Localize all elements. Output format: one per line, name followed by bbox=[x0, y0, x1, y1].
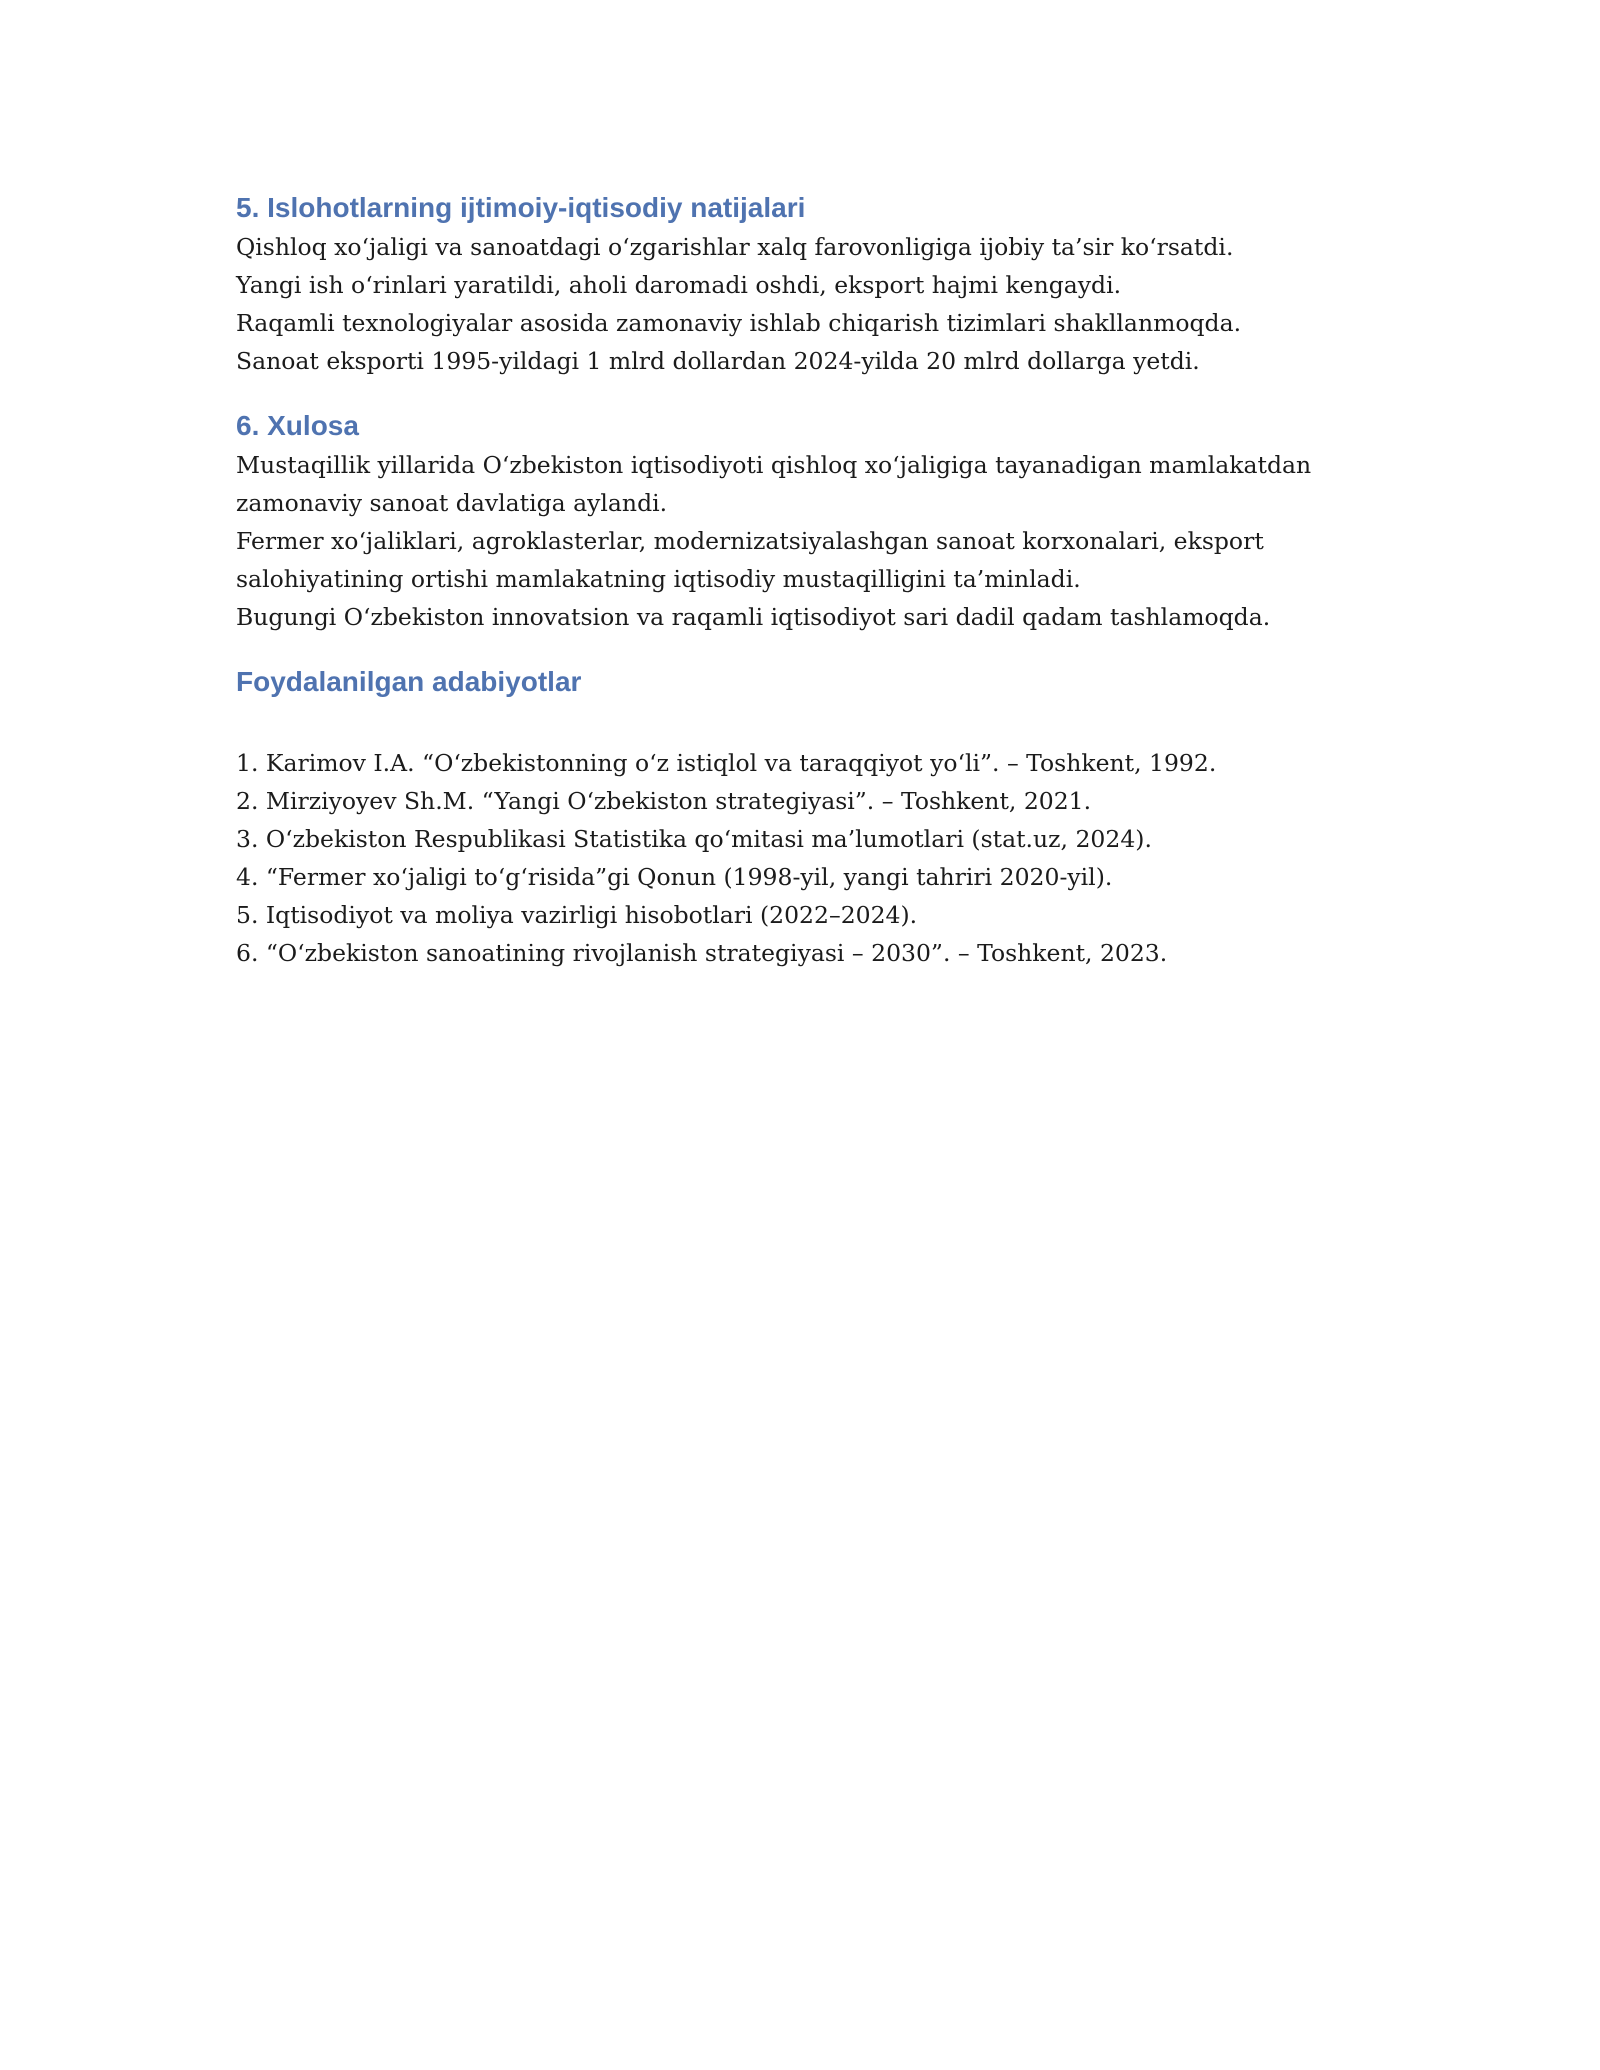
section-spacer bbox=[236, 380, 1366, 406]
references-list bbox=[236, 744, 1366, 972]
references-spacer bbox=[236, 702, 1366, 744]
section-5-heading: 5. Islohotlarning ijtimoiy-iqtisodiy natijalari bbox=[236, 192, 806, 223]
section-6-heading: 6. Xulosa bbox=[236, 410, 359, 441]
section-5-line: Sanoat eksporti 1995-yildagi 1 mlrd dollardan 2024-yilda 20 mlrd dollarga yetdi. bbox=[236, 347, 1200, 375]
reference-item: 5. Iqtisodiyot va moliya vazirligi hisobotlari (2022–2024). bbox=[236, 901, 918, 929]
section-6-line: zamonaviy sanoat davlatiga aylandi. bbox=[236, 489, 668, 517]
section-conclusion bbox=[236, 406, 1366, 636]
references-heading: Foydalanilgan adabiyotlar bbox=[236, 666, 582, 697]
section-6-line: salohiyatining ortishi mamlakatning iqtisodiy mustaqilligini ta’minladi. bbox=[236, 565, 1081, 593]
section-5-line: Qishloq xo‘jaligi va sanoatdagi o‘zgarishlar xalq farovonligiga ijobiy ta’sir ko‘rsatdi. bbox=[236, 233, 1234, 261]
reference-item: 4. “Fermer xo‘jaligi to‘g‘risida”gi Qonun (1998-yil, yangi tahriri 2020-yil). bbox=[236, 863, 1113, 891]
section-5-line: Yangi ish o‘rinlari yaratildi, aholi daromadi oshdi, eksport hajmi kengaydi. bbox=[236, 271, 1122, 299]
section-6-line: Mustaqillik yillarida O‘zbekiston iqtisodiyoti qishloq xo‘jaligiga tayanadigan mamlakatdan bbox=[236, 451, 1312, 479]
section-social-economic-results bbox=[236, 188, 1366, 380]
section-spacer bbox=[236, 636, 1366, 662]
section-5-line: Raqamli texnologiyalar asosida zamonaviy ishlab chiqarish tizimlari shakllanmoqda. bbox=[236, 309, 1242, 337]
reference-item: 2. Mirziyoyev Sh.M. “Yangi O‘zbekiston strategiyasi”. – Toshkent, 2021. bbox=[236, 787, 1092, 815]
document-body bbox=[236, 188, 1366, 972]
reference-item: 6. “O‘zbekiston sanoatining rivojlanish strategiyasi – 2030”. – Toshkent, 2023. bbox=[236, 939, 1168, 967]
section-6-line: Fermer xo‘jaliklari, agroklasterlar, modernizatsiyalashgan sanoat korxonalari, eksport bbox=[236, 527, 1264, 555]
section-6-line: Bugungi O‘zbekiston innovatsion va raqamli iqtisodiyot sari dadil qadam tashlamoqda. bbox=[236, 603, 1271, 631]
reference-item: 3. O‘zbekiston Respublikasi Statistika qo‘mitasi ma’lumotlari (stat.uz, 2024). bbox=[236, 825, 1152, 853]
section-references bbox=[236, 662, 1366, 972]
reference-item: 1. Karimov I.A. “O‘zbekistonning o‘z istiqlol va taraqqiyot yo‘li”. – Toshkent, 1992. bbox=[236, 749, 1217, 777]
